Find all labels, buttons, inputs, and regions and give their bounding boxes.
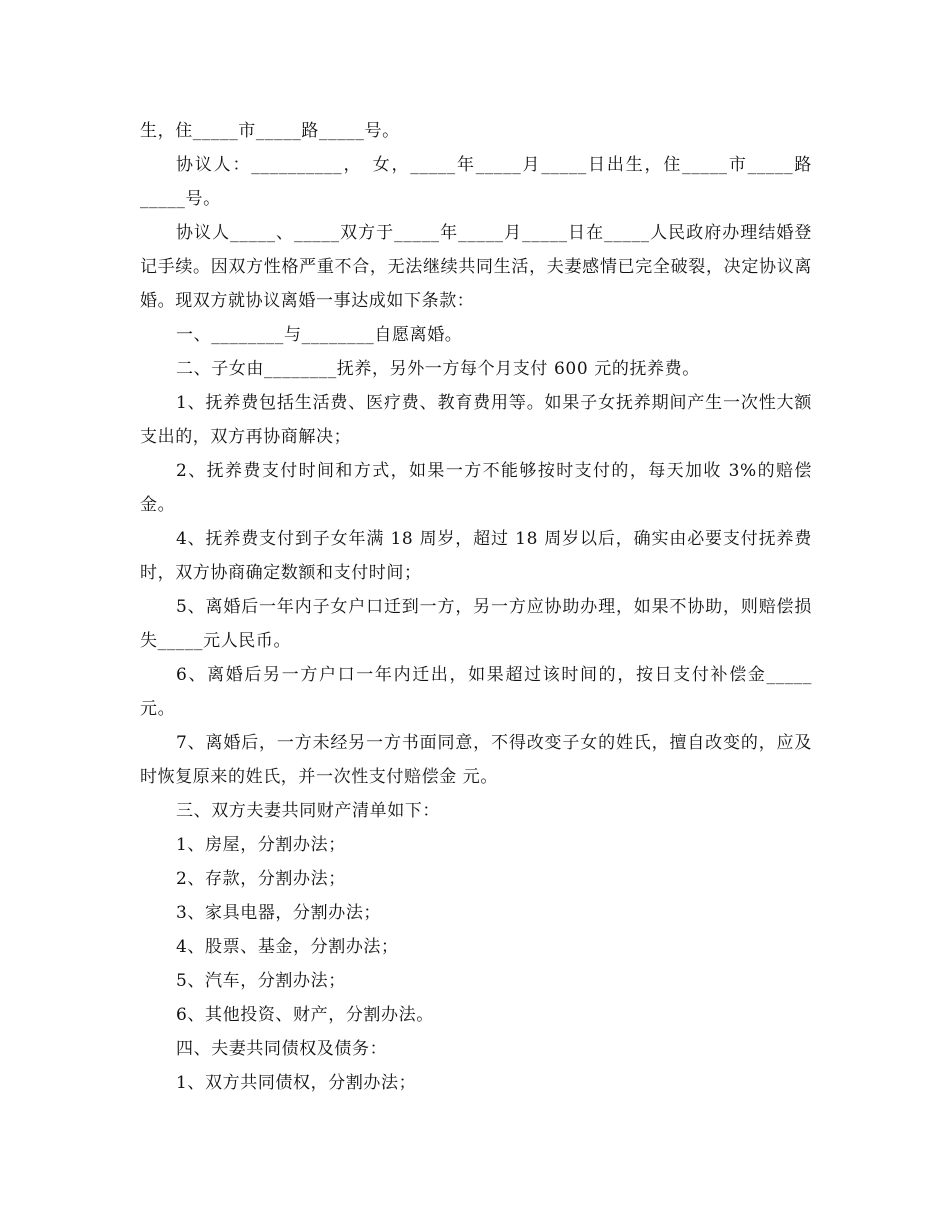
paragraph-preamble: 协议人_____、_____双方于_____年_____月_____日在_____人民政府办理结婚登记手续。因双方性格严重不合，无法继续共同生活，夫妻感情已完全破裂，决定协议离婚。现双方就协议离婚一事达成如下条款： xyxy=(140,223,812,311)
clause-2-item-1: 1、抚养费包括生活费、医疗费、教育费用等。如果子女抚养期间产生一次性大额支出的，双方再协商解决； xyxy=(140,393,812,447)
clause-1-divorce: 一、________与________自愿离婚。 xyxy=(176,325,463,345)
clause-2-item-5: 5、离婚后一年内子女户口迁到一方，另一方应协助办理，如果不协助，则赔偿损失_____元人民币。 xyxy=(140,597,812,651)
paragraph-party-female: 协议人：__________， 女，_____年_____月_____日出生，住_____市_____路_____号。 xyxy=(140,155,812,209)
clause-2-custody: 二、子女由________抚养，另外一方每个月支付 600 元的抚养费。 xyxy=(176,359,700,379)
clause-3-item-4: 4、股票、基金，分割办法； xyxy=(176,937,399,957)
clause-3-item-1: 1、房屋，分割办法； xyxy=(176,835,346,855)
clause-2-item-2: 2、抚养费支付时间和方式，如果一方不能够按时支付的，每天加收 3%的赔偿金。 xyxy=(140,461,812,515)
clause-2-item-7: 7、离婚后，一方未经另一方书面同意，不得改变子女的姓氏，擅自改变的，应及时恢复原来的姓氏，并一次性支付赔偿金 元。 xyxy=(140,733,812,787)
clause-3-item-2: 2、存款，分割办法； xyxy=(176,869,346,889)
clause-2-item-6: 6、离婚后另一方户口一年内迁出，如果超过该时间的，按日支付补偿金_____元。 xyxy=(140,665,812,719)
clause-4-item-1: 1、双方共同债权，分割办法； xyxy=(176,1073,417,1093)
clause-3-item-5: 5、汽车，分割办法； xyxy=(176,971,346,991)
clause-4-debts: 四、夫妻共同债权及债务： xyxy=(176,1039,388,1059)
clause-2-item-4: 4、抚养费支付到子女年满 18 周岁，超过 18 周岁以后，确实由必要支付抚养费时，双方协商确定数额和支付时间； xyxy=(140,529,812,583)
clause-3-item-3: 3、家具电器，分割办法； xyxy=(176,903,382,923)
clause-3-property: 三、双方夫妻共同财产清单如下： xyxy=(176,801,440,821)
paragraph-address-continuation: 生，住_____市_____路_____号。 xyxy=(140,121,400,141)
clause-3-item-6: 6、其他投资、财产，分割办法。 xyxy=(176,1005,434,1025)
document-body xyxy=(140,114,812,1100)
